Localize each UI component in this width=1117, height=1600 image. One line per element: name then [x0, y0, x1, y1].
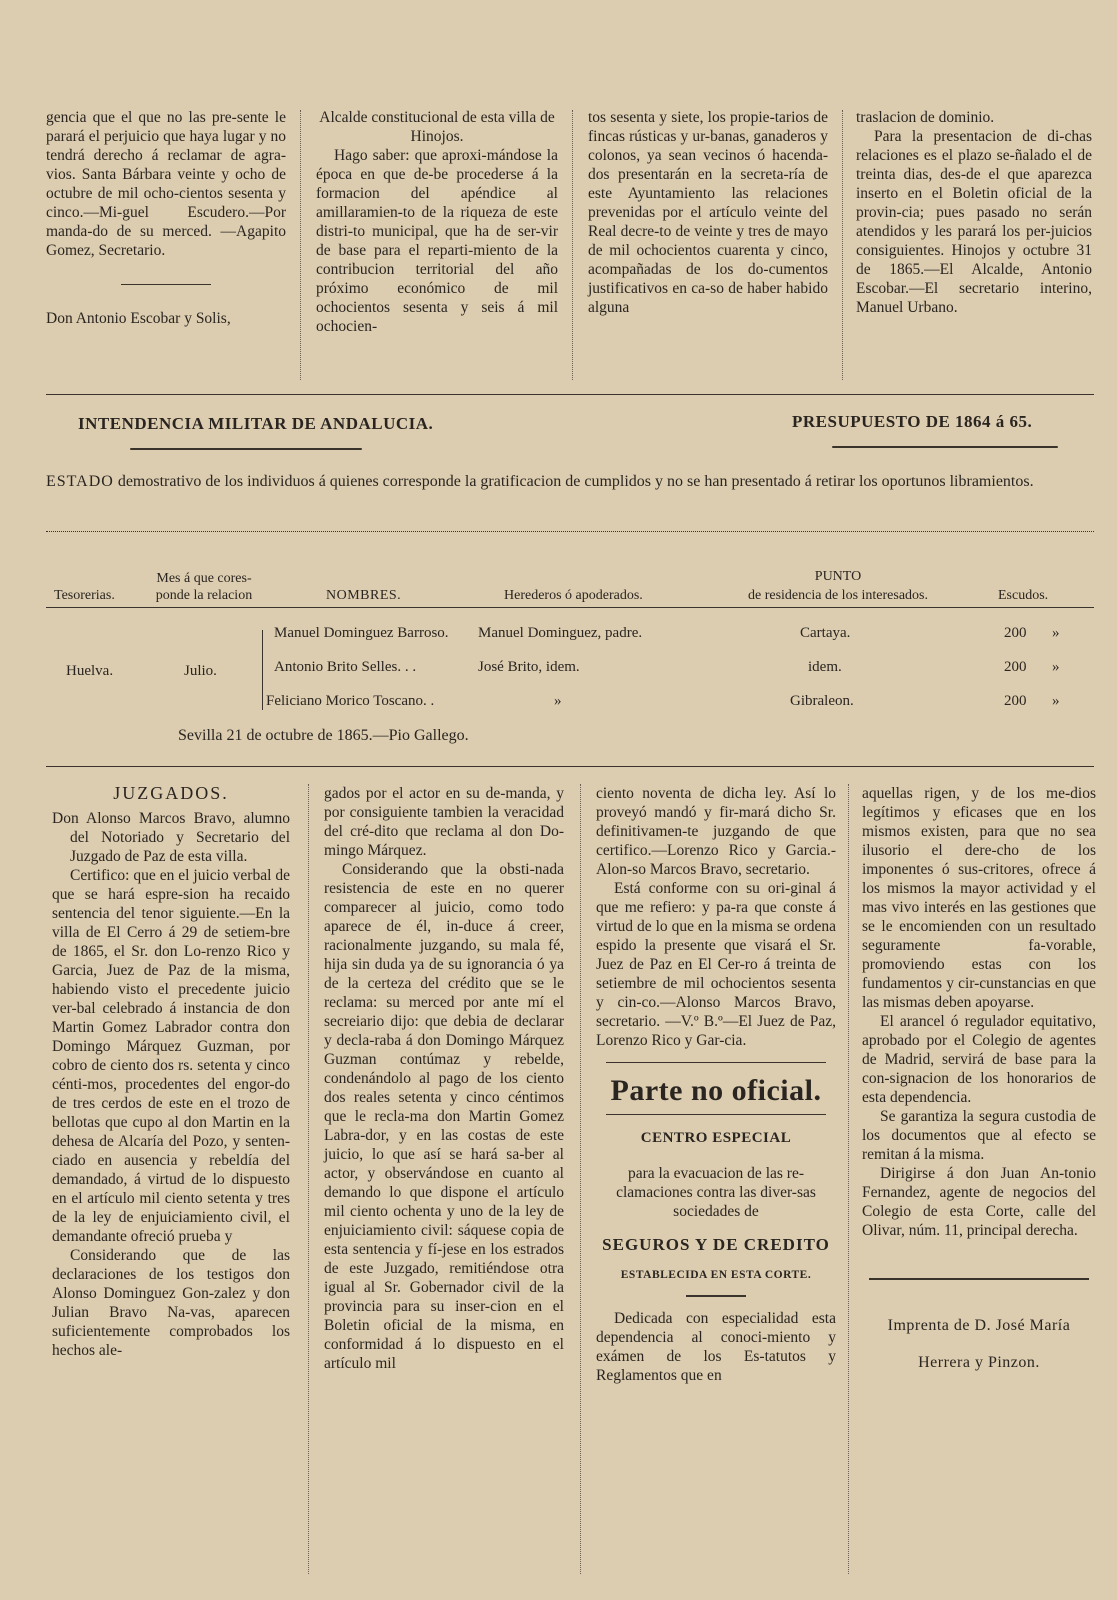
ornament-rule: [686, 1295, 746, 1297]
row-heredero: Manuel Dominguez, padre.: [478, 625, 643, 641]
header-herederos: Herederos ó apoderados.: [504, 588, 643, 603]
estado-text: demostrativo de los individuos á quienes corresponde la gratificacion de cumplidos y no se han presentado á retirar los oportunos libramientos.: [113, 473, 1034, 490]
column-divider: [121, 284, 211, 285]
row-mark: »: [1052, 693, 1060, 709]
juzgados-intro: Don Alonso Marcos Bravo, alumno del Notoriado y Secretario del Juzgado de Paz de esta villa.: [52, 810, 290, 865]
section-rule: [46, 394, 1094, 395]
table-rule: [46, 531, 1094, 532]
top-col3-paragraph-1: tos sesenta y siete, los propie-tarios de fincas rústicas y ur-banas, ganaderos y colonos, ya sean vecinos ó hacenda-dos presentarán en la secreta-ría de este Ayuntamiento las relaciones prevenidas por el artículo veinte del Real decre-to de veinte y tres de mayo de mil ochocientos cuarenta y cinco, acompañadas de los do-cumentos justificativos en ca-so de haber habido alguna: [588, 109, 828, 316]
section-rule: [46, 766, 1094, 767]
juzgados-paragraph-1: Certifico: que en el juicio verbal de que se hará espre-sion ha recaido sentencia del tenor siguiente.—En la villa de El Cerro á 29 de setiem-bre de 1865, el Sr. don Lo-renzo Rico y Garcia, Juez de Paz de la misma, habiendo visto el precedente juicio ver-bal celebrado á instancia de don Martin Gomez Labrador contra don Domingo Márquez Guzman, por cobro de ciento dos rs. setenta y cinco cénti-mos, procedentes del engor-do de tres cerdos de este en el trozo de bellotas que cupo al don Martin en la dehesa de Alcaría del Pozo, y senten-ciado en ausencia y rebeldía del demandado, á virtud de lo dispuesto en el artículo mil ciento setenta y tres de la ley de enjuiciamiento civil, el demandante ofreció prueba y: [52, 867, 290, 1245]
column-rule: [842, 110, 843, 380]
row-mark: »: [1052, 625, 1060, 641]
centro-especial-heading: CENTRO ESPECIAL: [640, 1130, 792, 1146]
bottom-col4-paragraph-1: aquellas rigen, y de los me-dios legítimos y eficases que en los mismos existen, para que no sea ilusorio el dere-cho de los imponentes ó sus-critores, ofrece á los mismos la mayor actividad y el mas vivo interés en las gestiones que se le encomienden con un resultado seguramente fa-vorable, promoviendo estas con los fundamentos y cir-cunstancias en que las mismas deben apoyarse.: [862, 785, 1096, 1011]
seguros-heading: SEGUROS Y DE CREDITO: [602, 1235, 830, 1254]
budget-title: PRESUPUESTO DE 1864 á 65.: [792, 412, 1033, 431]
top-col4-paragraph-2: Para la presentacion de di-chas relaciones es el plazo se-ñalado el de treinta dias, des-de el que aparezca inserto en el Boletin oficial de la provin-cia; pues pasado no serán atendidos y les parará los per-juicios consiguientes. Hinojos y octubre 31 de 1865.—El Alcalde, Antonio Escobar.—El secretario interino, Manuel Urbano.: [856, 128, 1092, 316]
row-nombre: Manuel Dominguez Barroso.: [274, 625, 449, 641]
column-rule: [300, 110, 301, 380]
bottom-column-1: [52, 784, 290, 1360]
row-punto: idem.: [808, 659, 842, 675]
establecida-line: ESTABLECIDA EN ESTA CORTE.: [620, 1269, 812, 1281]
bottom-col4-paragraph-3: Se garantiza la segura custodia de los documentos que al efecto se remitan á la misma.: [862, 1108, 1096, 1163]
header-rule: [46, 607, 1094, 608]
column-rule: [848, 784, 849, 1574]
header-punto: PUNTO: [814, 569, 862, 584]
top-column-2: [316, 108, 558, 336]
bottom-column-3: [596, 784, 836, 1385]
estado-description: [46, 472, 1094, 492]
top-column-3: [588, 108, 828, 317]
juzgados-heading: JUZGADOS.: [113, 783, 229, 803]
row-escudos: 200: [1004, 693, 1027, 709]
imprenta-divider: [869, 1278, 1089, 1280]
imprenta-line-2: Herrera y Pinzon.: [918, 1354, 1040, 1371]
header-escudos: Escudos.: [998, 588, 1049, 603]
bottom-col2-paragraph-1: gados por el actor en su de-manda, y por consiguiente tambien la veracidad del cré-dito que reclama al don Do-mingo Márquez.: [324, 785, 564, 859]
juzgados-paragraph-2: Considerando que de las declaraciones de los testigos don Alonso Dominguez Gon-zalez y don Julian Bravo Na-vas, aparecen suficientemente comprobados los hechos ale-: [52, 1247, 290, 1359]
centro-description: para la evacuacion de las re-clamaciones contra las diver-sas sociedades de: [616, 1165, 816, 1220]
header-mes: Mes á que cores-ponde la relacion: [155, 571, 253, 603]
table-footer: Sevilla 21 de octubre de 1865.—Pio Gallego.: [178, 727, 469, 744]
row-nombre: Feliciano Morico Toscano. .: [266, 693, 435, 709]
top-col2-paragraph-2: Hago saber: que aproxi-mándose la época en que de-be procederse á la formacion del apéndice al amillaramien-to de la riqueza de este distri-to municipal, que ha de ser-vir de base para el reparti-miento de la contribucion territorial del año próximo económico de mil ochocientos sesenta y seis á mil ochocien-: [316, 147, 558, 335]
bottom-col4-paragraph-4: Dirigirse á don Juan An-tonio Fernandez, agente de negocios del Colegio de esta Corte, calle del Olivar, núm. 11, principal derecha.: [862, 1165, 1096, 1239]
row-punto: Gibraleon.: [790, 693, 854, 709]
top-column-1: [46, 108, 286, 328]
intendencia-title: INTENDENCIA MILITAR DE ANDALUCIA.: [78, 414, 434, 433]
bottom-col4-paragraph-2: El arancel ó regulador equitativo, aprobado por el Colegio de agentes de Madrid, servirá de base para la con-signacion de los honorarios de esta dependencia.: [862, 1013, 1096, 1106]
column-divider: [606, 1114, 826, 1115]
mes-value: Julio.: [184, 663, 217, 679]
bottom-col3-paragraph-2: Está conforme con su ori-ginal á que me refiero: y pa-ra que conste á virtud de lo que en la misma se ordena espido la presente que visará el Sr. Juez de Paz en El Cer-ro á treinta de setiembre de mil ochocientos sesenta y cin-co.—Alonso Marcos Bravo, secretario. —V.º B.º—El Juez de Paz, Lorenzo Rico y Gar-cia.: [596, 880, 836, 1049]
top-col1-paragraph-1: gencia que el que no las pre-sente le parará el perjuicio que haya lugar y no tendrá derecho á reclamar de agra-vios. Santa Bárbara veinte y ocho de octubre de mil ocho-cientos sesenta y cinco.—Mi-guel Escudero.—Por manda-do de su merced. —Agapito Gomez, Secretario.: [46, 109, 286, 259]
title-ornament: [832, 446, 1058, 448]
row-punto: Cartaya.: [800, 625, 851, 641]
tesoreria-value: Huelva.: [66, 663, 114, 679]
bottom-column-4: [862, 784, 1096, 1372]
bottom-column-2: [324, 784, 564, 1373]
header-punto-residencia: de residencia de los interesados.: [748, 588, 928, 603]
row-heredero: »: [554, 693, 562, 709]
row-escudos: 200: [1004, 659, 1027, 675]
estado-lead: ESTADO: [46, 473, 114, 490]
row-escudos: 200: [1004, 625, 1027, 641]
dedicada-paragraph: Dedicada con especialidad esta dependencia al conoci-miento y exámen de los Es-tatutos y Reglamentos que en: [596, 1310, 836, 1384]
bottom-col3-paragraph-1: ciento noventa de dicha ley. Así lo proveyó mandó y fir-mará dicho Sr. definitivamen-te juzgando de que certifico.—Lorenzo Rico y Garcia.-Alon-so Marcos Bravo, secretario.: [596, 785, 836, 878]
column-rule: [308, 784, 309, 1574]
column-rule: [580, 784, 581, 1574]
row-nombre: Antonio Brito Selles. . .: [274, 659, 417, 675]
title-ornament: [130, 448, 362, 450]
top-col1-paragraph-2: Don Antonio Escobar y Solis,: [46, 310, 231, 327]
bottom-col2-paragraph-2: Considerando que la obsti-nada resistencia de este en no querer comparecer al juicio, como todo aparece de él, in-duce á creer, racionalmente juzgando, su mala fé, hija sin duda ya de su ignorancia ó ya de la certeza del crédito que se le reclama: su merced por ante mí el secreiario dijo: que debia de declarar y decla-raba á don Domingo Márquez Guzman contúmaz y rebelde, condenándolo al pago de los ciento dos reales setenta y cinco céntimos que le recla-ma don Martin Gomez Labra-dor, y en las costas de este juicio, lo que así se hará sa-ber al actor, y observándose en cuanto al demando lo que dispone el artículo mil ciento ochenta y uno de la ley de enjuiciamiento civil: sáquese copia de esta sentencia y fí-jese en los estrados de este Juzgado, remitiéndose otra igual al Sr. Gobernador civil de la provincia para su inser-cion en el Boletin oficial de la misma, en conformidad á lo dispuesto en el artículo mil: [324, 861, 564, 1372]
imprenta-line-1: Imprenta de D. José María: [887, 1317, 1071, 1334]
header-nombres: NOMBRES.: [326, 588, 402, 603]
row-heredero: José Brito, idem.: [478, 659, 580, 675]
column-rule: [572, 110, 573, 380]
top-col4-paragraph-1: traslacion de dominio.: [856, 109, 995, 126]
top-column-4: [856, 108, 1092, 317]
row-mark: »: [1052, 659, 1060, 675]
parte-no-oficial-heading: Parte no oficial.: [610, 1074, 822, 1107]
column-divider: [606, 1062, 826, 1063]
top-col2-paragraph-1: Alcalde constitucional de esta villa de Hinojos.: [319, 109, 555, 145]
header-tesorerias: Tesorerias.: [54, 588, 115, 603]
